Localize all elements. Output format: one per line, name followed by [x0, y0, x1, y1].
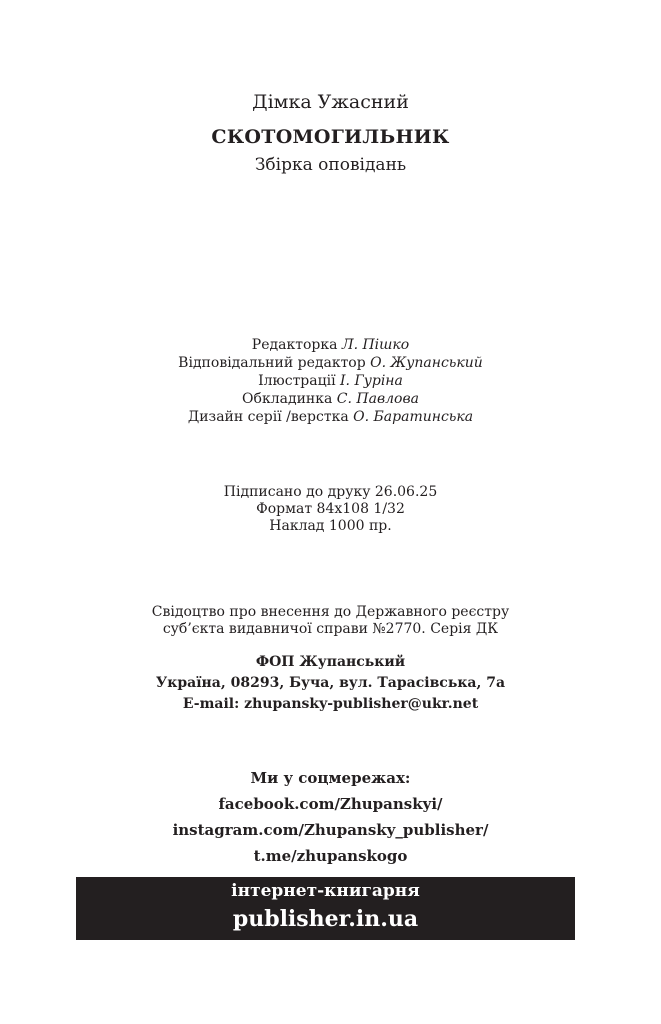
print-signed-date: Підписано до друку 26.06.25 [223, 484, 438, 500]
credit-design [0, 410, 661, 424]
social-facebook-link[interactable]: facebook.com/Zhupanskyi/ [218, 795, 443, 813]
credit-role: Дизайн серії /верстка [187, 409, 354, 425]
credit-cover [0, 392, 661, 406]
social-telegram-link[interactable]: t.me/zhupanskogo [253, 847, 408, 865]
credit-editor [0, 338, 661, 352]
publisher-name: ФОП Жупанський [255, 654, 406, 670]
credit-person: О. Жупанський [370, 355, 483, 371]
credit-role: Редакторка [251, 337, 342, 353]
credit-person: С. Павлова [336, 391, 419, 407]
credit-person: Л. Пішко [341, 337, 410, 353]
credit-role: Ілюстрації [258, 373, 341, 389]
bookstore-label: інтернет-книгарня [231, 881, 420, 901]
credit-illustrations [0, 374, 661, 388]
social-heading: Ми у соцмережах: [250, 769, 411, 787]
publisher-email: E-mail: zhupansky-publisher@ukr.net [182, 696, 479, 712]
certificate-line-1: Свідоцтво про внесення до Державного реєстру [151, 604, 510, 620]
print-format: Формат 84х108 1/32 [256, 501, 405, 517]
bookstore-url-link[interactable]: publisher.in.ua [232, 906, 419, 932]
social-instagram-link[interactable]: instagram.com/Zhupansky_publisher/ [172, 821, 489, 839]
publisher-address: Україна, 08293, Буча, вул. Тарасівська, 7а [155, 675, 506, 691]
bookstore-banner [76, 877, 575, 940]
credit-person: І. Гуріна [340, 373, 403, 389]
book-subtitle: Збірка оповідань [254, 155, 407, 175]
author-name: Дімка Ужасний [252, 91, 409, 113]
print-run: Наклад 1000 пр. [269, 518, 392, 534]
book-title: СКОТОМОГИЛЬНИК [211, 126, 450, 148]
credit-chief-editor [0, 356, 661, 370]
credit-role: Відповідальний редактор [178, 355, 371, 371]
credit-person: О. Баратинська [353, 409, 474, 425]
credit-role: Обкладинка [242, 391, 337, 407]
certificate-line-2: суб’єкта видавничої справи №2770. Серія ДК [162, 621, 499, 637]
